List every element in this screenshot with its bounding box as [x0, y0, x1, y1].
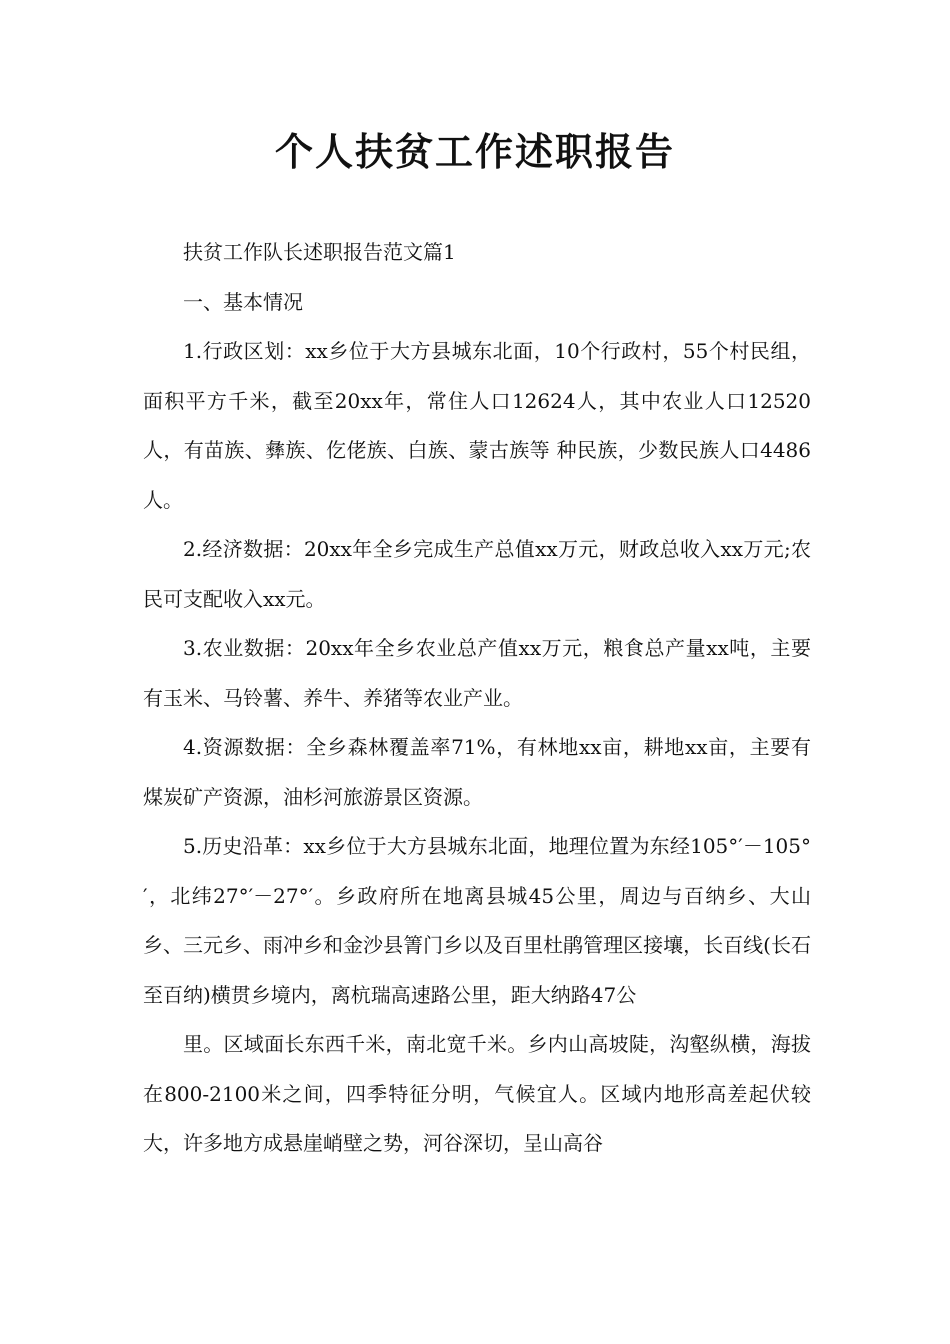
paragraph-geography: 里。区域面长东西千米，南北宽千米。乡内山高坡陡，沟壑纵横，海拔在800-2100米之间，四季特征分明，气候宜人。区域内地形高差起伏较大，许多地方成悬崖峭壁之势，河谷深切，呈山高谷	[143, 1032, 811, 1155]
paragraph-economic-data: 2.经济数据：20xx年全乡完成生产总值xx万元，财政总收入xx万元;农民可支配收入xx元。	[143, 537, 811, 611]
paragraph-resource-data: 4.资源数据：全乡森林覆盖率71%，有林地xx亩，耕地xx亩，主要有煤炭矿产资源，油杉河旅游景区资源。	[143, 735, 811, 809]
paragraph-agricultural-data: 3.农业数据：20xx年全乡农业总产值xx万元，粮食总产量xx吨，主要有玉米、马铃薯、养牛、养猪等农业产业。	[143, 636, 811, 710]
paragraph-section-heading: 一、基本情况	[183, 289, 303, 314]
paragraph-history: 5.历史沿革：xx乡位于大方县城东北面，地理位置为东经105°′－105°′，北纬27°′－27°′。乡政府所在地离县城45公里，周边与百纳乡、大山乡、三元乡、雨冲乡和金沙县箐门乡以及百里杜鹃管理区接壤，长百线(长石至百纳)横贯乡境内，离杭瑞高速路公里，距大纳路47公	[143, 834, 811, 1007]
paragraph-administrative-division: 1.行政区划：xx乡位于大方县城东北面，10个行政村，55个村民组，面积平方千米，截至20xx年，常住人口12624人，其中农业人口12520人，有苗族、彝族、仡佬族、白族、蒙古族等 种民族，少数民族人口4486人。	[143, 339, 811, 512]
paragraph-subtitle: 扶贫工作队长述职报告范文篇1	[183, 240, 456, 264]
document-title: 个人扶贫工作述职报告	[274, 129, 675, 174]
document-body	[143, 228, 811, 1169]
